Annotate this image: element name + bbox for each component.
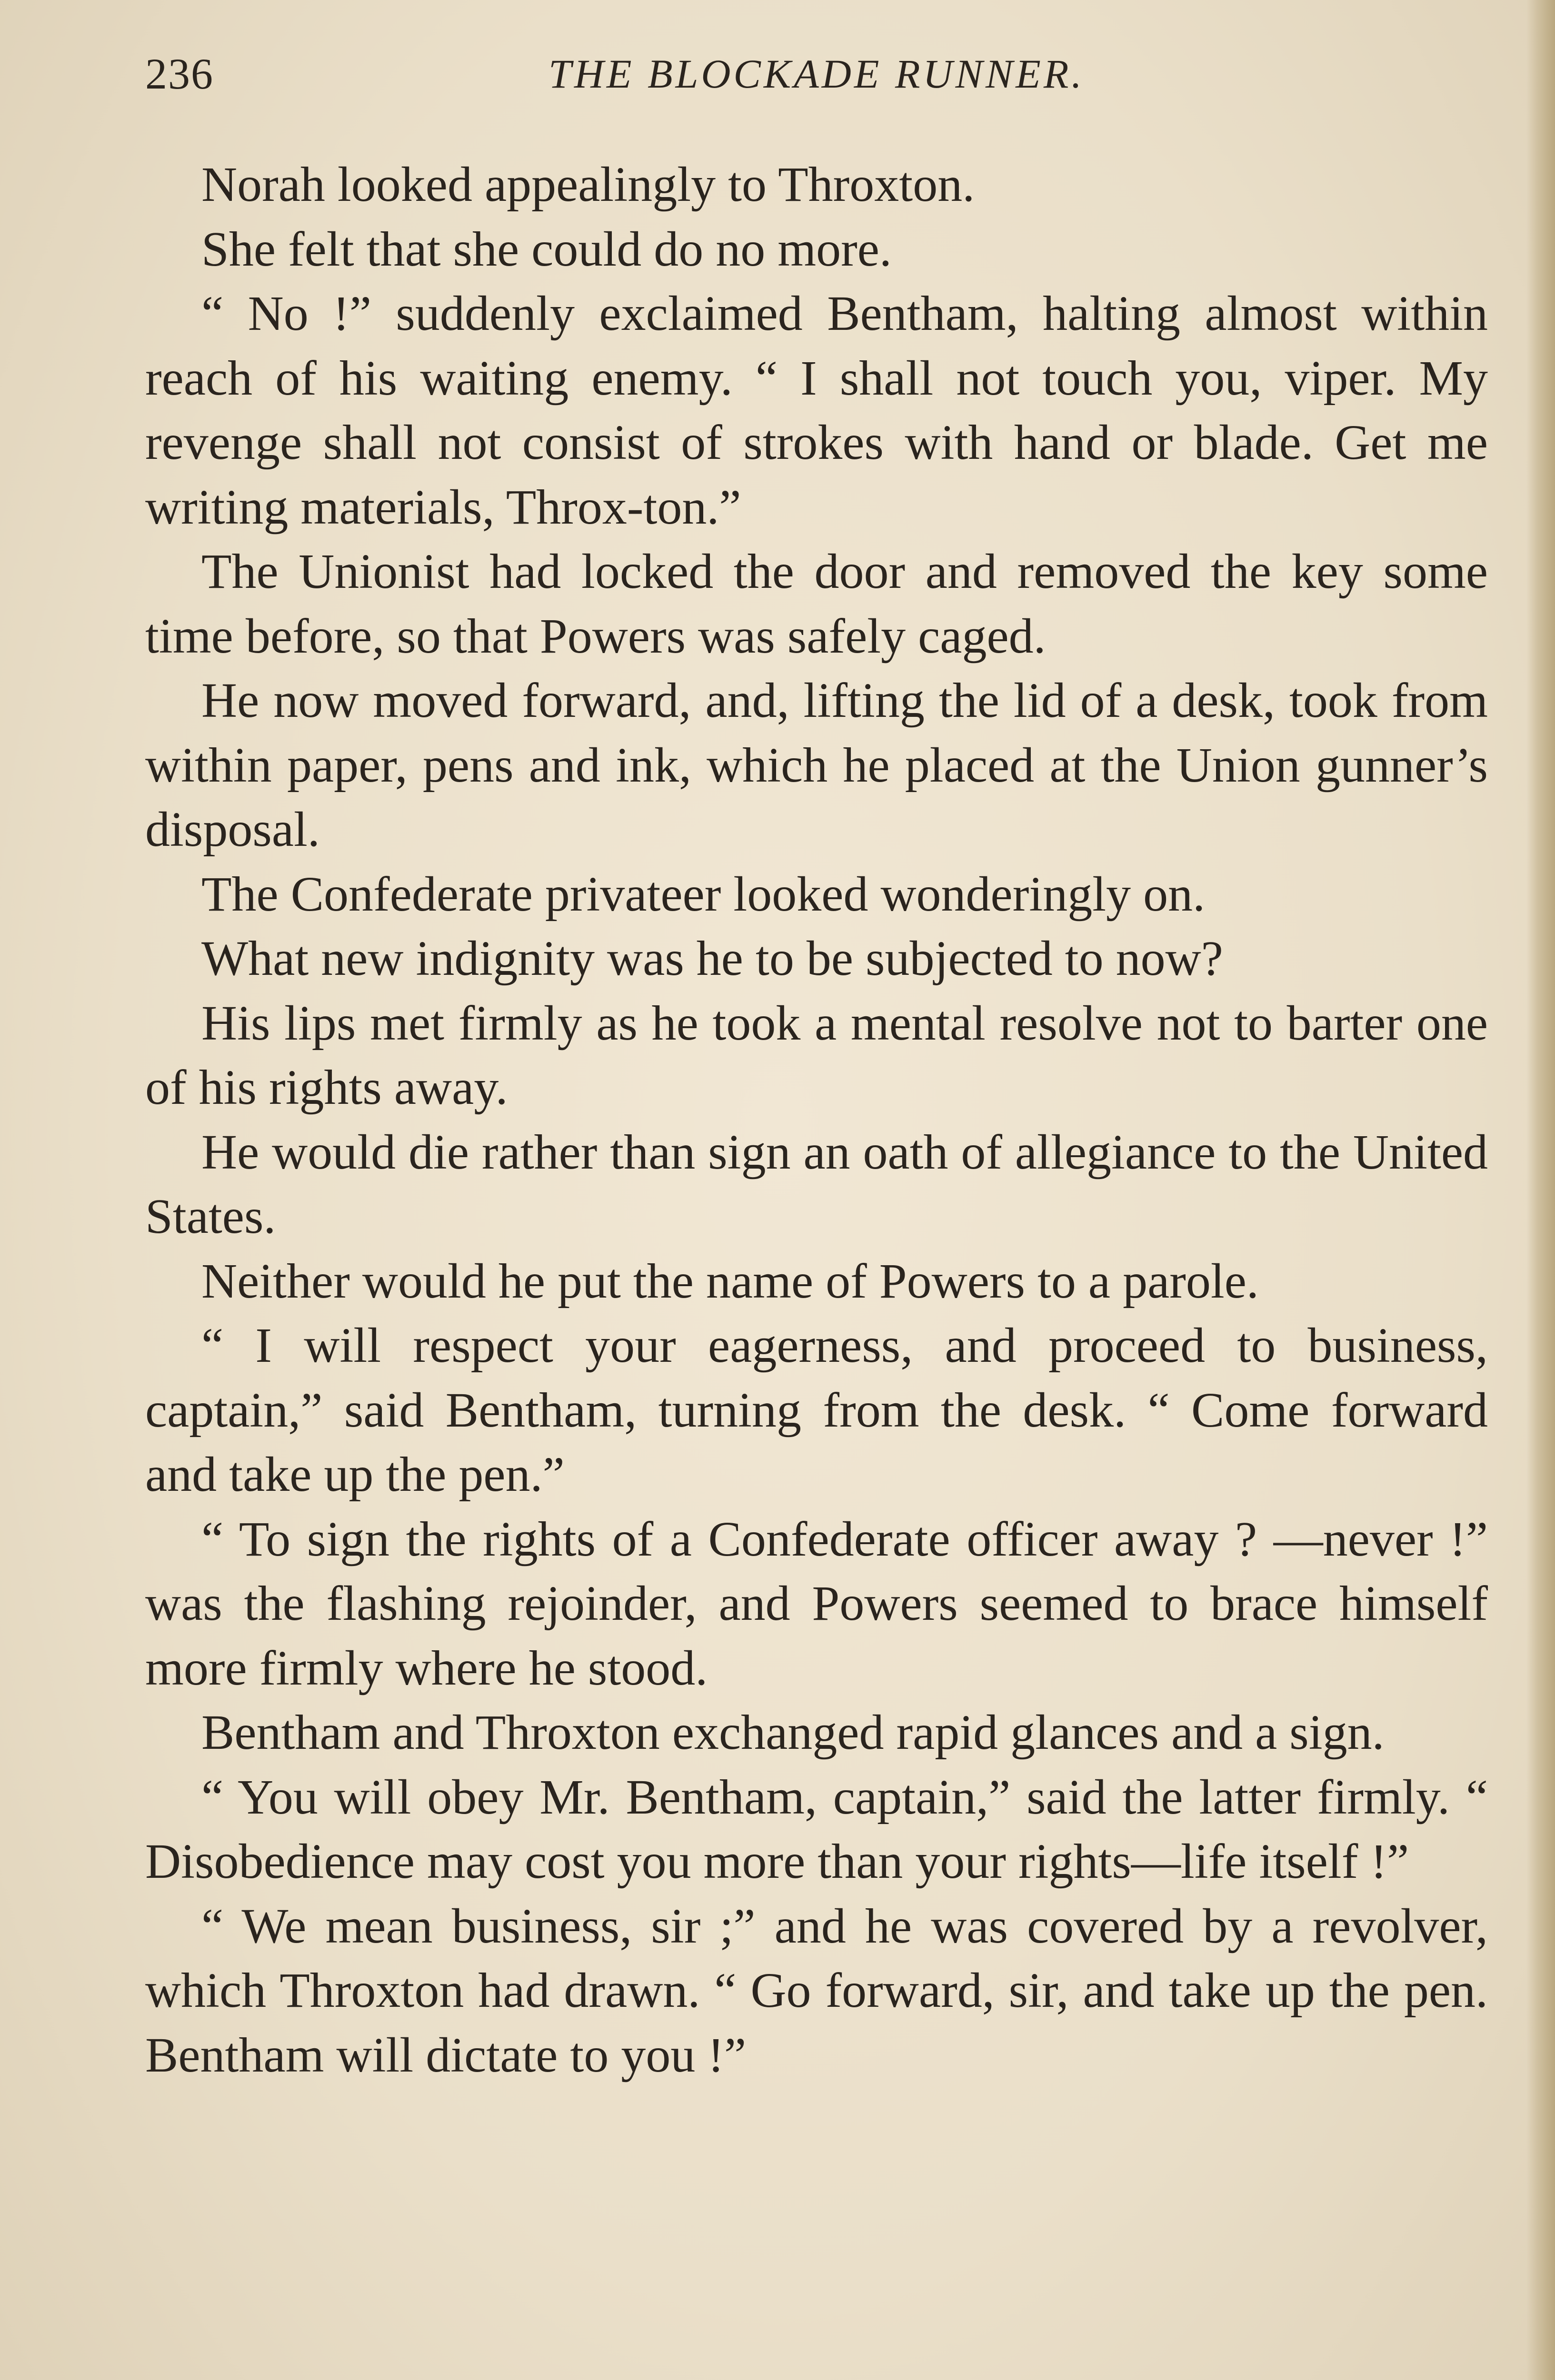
paragraph: Bentham and Throxton exchanged rapid glances and a sign. <box>201 1705 1385 1760</box>
paragraph: “ I will respect your eagerness, and proceed to business, captain,” said Bentham, turning from the desk. “ Come forward and take up the pen.” <box>145 1318 1488 1502</box>
paragraph: “ No !” suddenly exclaimed Bentham, halting almost within reach of his waiting enemy. “ I shall not touch you, viper. My revenge shall not consist of strokes with hand or blade. Get me writing materials, Throx-ton.” <box>145 286 1488 535</box>
paragraph: The Unionist had locked the door and removed the key some time before, so that Powers was safely caged. <box>145 544 1488 664</box>
page-edge-shadow <box>1526 0 1555 2380</box>
paragraph: Norah looked appealingly to Throxton. <box>201 157 975 212</box>
paragraph: She felt that she could do no more. <box>201 221 892 277</box>
paragraph: He now moved forward, and, lifting the lid of a desk, took from within paper, pens and ink, which he placed at the Union gunner’s disposal. <box>145 673 1488 857</box>
paragraph: “ We mean business, sir ;” and he was covered by a revolver, which Throxton had drawn. “ Go forward, sir, and take up the pen. Bentham will dictate to you !” <box>145 1898 1488 2082</box>
paragraph: His lips met firmly as he took a mental resolve not to barter one of his rights away. <box>145 995 1488 1115</box>
body-text <box>145 152 1488 2087</box>
paragraph: The Confederate privateer looked wonderingly on. <box>201 866 1206 922</box>
paragraph: What new indignity was he to be subjected to now? <box>201 931 1223 986</box>
paragraph: “ To sign the rights of a Confederate officer away ? —never !” was the flashing rejoinder, and Powers seemed to brace himself more firmly where he stood. <box>145 1511 1488 1696</box>
page-number: 236 <box>145 50 214 98</box>
running-head <box>145 45 1488 102</box>
paragraph: Neither would he put the name of Powers to a parole. <box>201 1253 1259 1309</box>
running-title: THE BLOCKADE RUNNER. <box>548 51 1085 97</box>
paragraph: He would die rather than sign an oath of allegiance to the United States. <box>145 1124 1488 1244</box>
paragraph: “ You will obey Mr. Bentham, captain,” said the latter firmly. “ Disobedience may cost you more than your rights—life itself !” <box>145 1769 1488 1889</box>
